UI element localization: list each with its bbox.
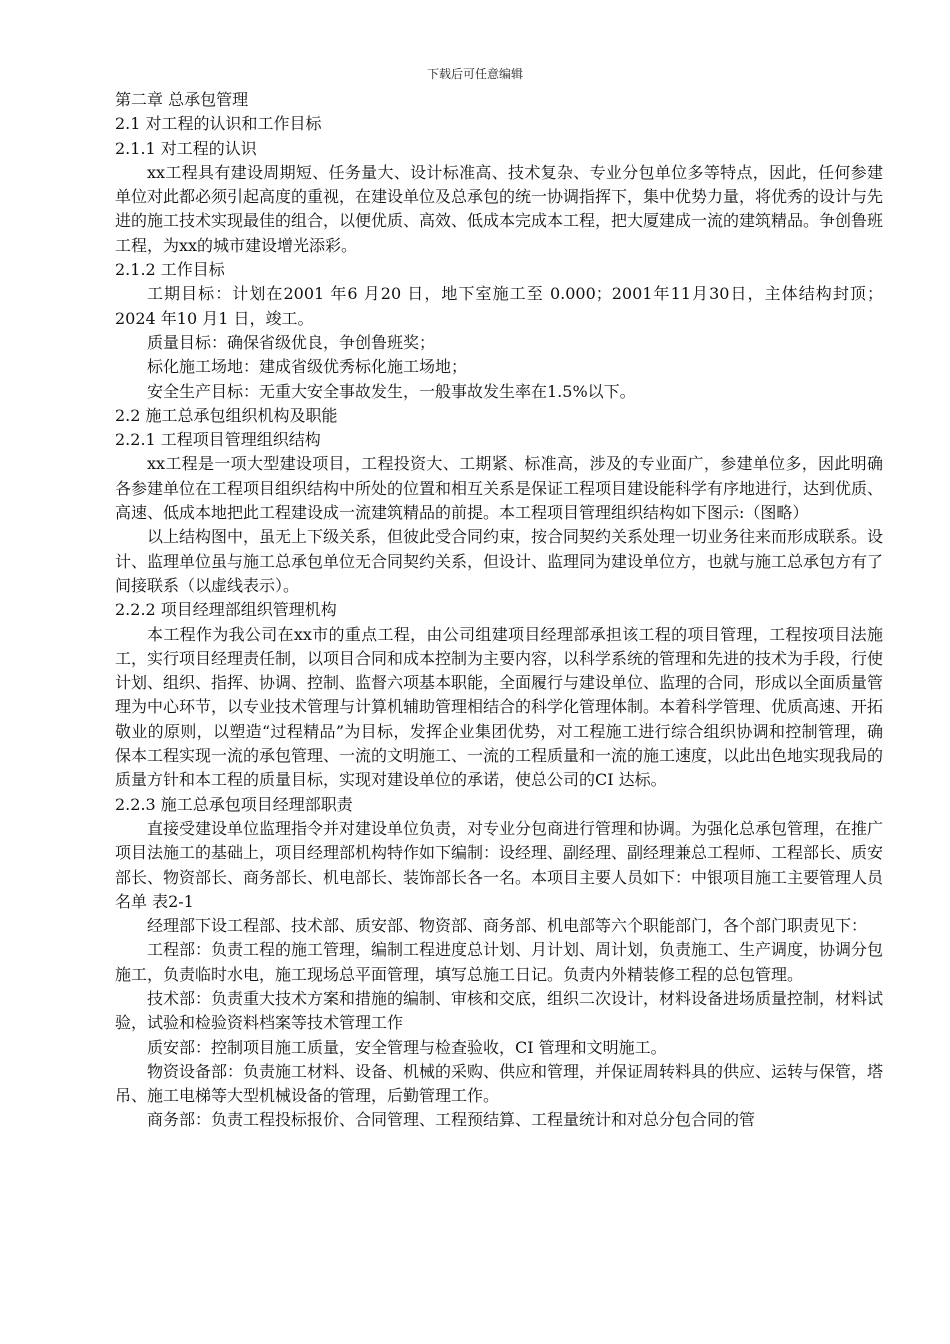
subsection-heading: 2.2.1 工程项目管理组织结构 (115, 430, 321, 450)
subsection-heading: 2.2.2 项目经理部组织管理机构 (115, 600, 337, 620)
paragraph: 工程部：负责工程的施工管理，编制工程进度总计划、月计划、周计划，负责施工、生产调度，协调分包施工，负责临时水电，施工现场总平面管理，填写总施工日记。负责内外精装修工程的总包管理。 (115, 940, 884, 984)
subsection-heading: 2.1.1 对工程的认识 (115, 138, 257, 158)
page-header: 下载后可任意编辑 (426, 67, 523, 81)
section-heading: 2.2 施工总承包组织机构及职能 (115, 405, 338, 425)
paragraph: xx工程具有建设周期短、任务量大、设计标准高、技术复杂、专业分包单位多等特点，因此，任何参建单位对此都必须引起高度的重视，在建设单位及总承包的统一协调指挥下，集中优势力量，将优秀的设计与先进的施工技术实现最佳的组合，以便优质、高效、低成本完成本工程，把大厦建成一流的建筑精品。争创鲁班工程，为xx的城市建设增光添彩。 (115, 162, 884, 255)
subsection-heading: 2.2.3 施工总承包项目经理部职责 (115, 794, 353, 814)
document-body (115, 88, 883, 1133)
paragraph: 本工程作为我公司在xx市的重点工程，由公司组建项目经理部承担该工程的项目管理，工程按项目法施工，实行项目经理责任制，以项目合同和成本控制为主要内容，以科学系统的管理和先进的技术为手段，行使计划、组织、指挥、协调、控制、监督六项基本职能，全面履行与建设单位、监理的合同，形成以全面质量管理为中心环节，以专业技术管理与计算机辅助管理相结合的科学化管理体制。本着科学管理、优质高速、开拓敬业的原则，以塑造“过程精品”为目标，发挥企业集团优势，对工程施工进行综合组织协调和控制管理，确保本工程实现一流的承包管理、一流的文明施工、一流的工程质量和一流的施工速度，以此出色地实现我局的质量方针和本工程的质量目标，实现对建设单位的承诺，使总公司的CI 达标。 (115, 624, 884, 790)
paragraph: 质安部：控制项目施工质量，安全管理与检查验收，CI 管理和文明施工。 (147, 1037, 667, 1057)
paragraph: 经理部下设工程部、技术部、质安部、物资部、商务部、机电部等六个职能部门，各个部门职责见下： (147, 916, 868, 936)
chapter-title: 第二章 总承包管理 (115, 90, 249, 109)
subsection-heading: 2.1.2 工作目标 (115, 260, 225, 280)
paragraph: 直接受建设单位监理指令并对建设单位负责，对专业分包商进行管理和协调。为强化总承包管理，在推广项目法施工的基础上，项目经理部机构特作如下编制：设经理、副经理、副经理兼总工程师、工程部长、质安部长、物资部长、商务部长、机电部长、装饰部长各一名。本项目主要人员如下：中银项目施工主要管理人员名单 表2-1 (115, 818, 884, 911)
paragraph: 技术部：负责重大技术方案和措施的编制、审核和交底，组织二次设计，材料设备进场质量控制，材料试验，试验和检验资料档案等技术管理工作 (115, 988, 884, 1033)
paragraph: 标化施工场地：建成省级优秀标化施工场地； (147, 357, 468, 377)
paragraph: xx工程是一项大型建设项目，工程投资大、工期紧、标准高，涉及的专业面广，参建单位多，因此明确各参建单位在工程项目组织结构中所处的位置和相互关系是保证工程项目建设能科学有序地进行，达到优质、高速、低成本地把此工程建设成一流建筑精品的前提。本工程项目管理组织结构如下图示:（图略） (115, 454, 884, 523)
paragraph: 以上结构图中，虽无上下级关系，但彼此受合同约束，按合同契约关系处理一切业务往来而形成联系。设计、监理单位虽与施工总承包单位无合同契约关系，但设计、监理同为建设单位方，也就与施工总承包方有了间接联系（以虚线表示）。 (115, 527, 884, 595)
paragraph: 物资设备部：负责施工材料、设备、机械的采购、供应和管理，并保证周转料具的供应、运转与保管，塔吊、施工电梯等大型机械设备的管理，后勤管理工作。 (115, 1061, 884, 1106)
paragraph: 商务部：负责工程投标报价、合同管理、工程预结算、工程量统计和对总分包合同的管 (147, 1110, 756, 1130)
paragraph: 工期目标：计划在2001 年6 月20 日，地下室施工至 0.000；2001年11月30日，主体结构封顶；2024 年10 月1 日，竣工。 (115, 284, 883, 328)
section-heading: 2.1 对工程的认识和工作目标 (115, 114, 322, 134)
paragraph: 安全生产目标：无重大安全事故发生，一般事故发生率在1.5%以下。 (147, 381, 636, 401)
paragraph: 质量目标：确保省级优良，争创鲁班奖； (147, 332, 436, 352)
